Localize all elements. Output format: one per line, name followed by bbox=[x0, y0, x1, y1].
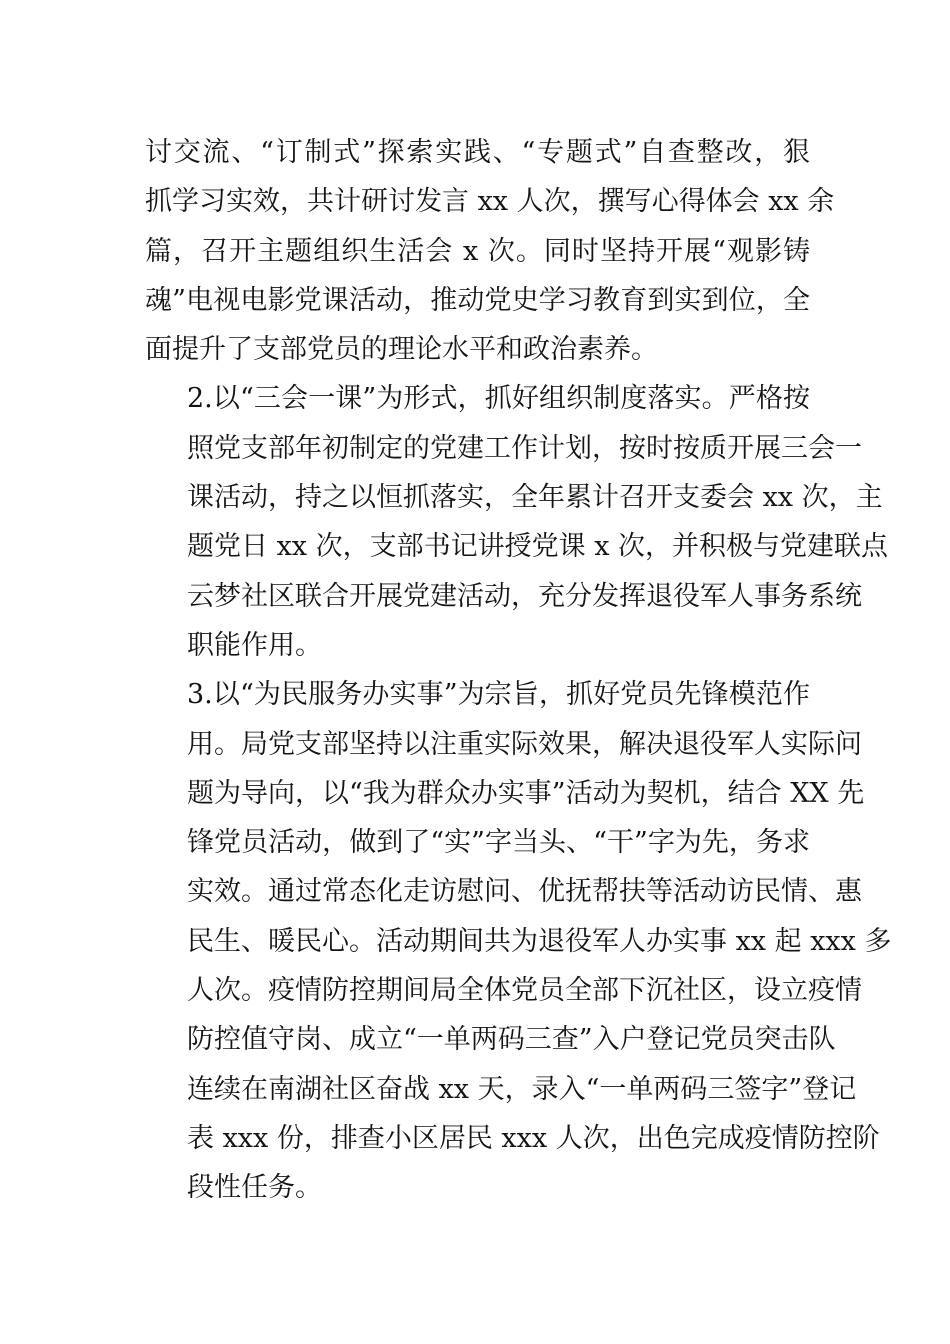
text-line: 课活动，持之以恒抓落实，全年累计召开支委会 xx 次，主 bbox=[187, 482, 883, 514]
text-line: 连续在南湖社区奋战 xx 天，录入“一单两码三签字”登记 bbox=[187, 1073, 857, 1105]
text-line: 人次。疫情防控期间局全体党员全部下沉社区，设立疫情 bbox=[187, 975, 862, 1007]
text-line: 用。局党支部坚持以注重实际效果，解决退役军人实际问 bbox=[187, 728, 862, 760]
text-line: 抓学习实效，共计研讨发言 xx 人次，撰写心得体会 xx 余 bbox=[145, 186, 835, 218]
text-line: 篇，召开主题组织生活会 x 次。同时坚持开展“观影铸 bbox=[145, 235, 810, 267]
text-line: 3.以“为民服务办实事”为宗旨，抓好党员先锋模范作 bbox=[187, 679, 810, 711]
text-line: 段性任务。 bbox=[187, 1172, 322, 1204]
text-line: 2.以“三会一课”为形式，抓好组织制度落实。严格按 bbox=[187, 383, 810, 415]
text-line: 题为导向，以“我为群众办实事”活动为契机，结合 XX 先 bbox=[187, 777, 865, 809]
text-line: 民生、暖民心。活动期间共为退役军人办实事 xx 起 xxx 多 bbox=[187, 925, 892, 957]
paragraph-organization-system bbox=[145, 374, 889, 670]
paragraph-study-results bbox=[145, 128, 835, 374]
text-line: 锋党员活动，做到了“实”字当头、“干”字为先，务求 bbox=[187, 827, 810, 859]
document-body bbox=[145, 128, 892, 1213]
text-line: 魂”电视电影党课活动，推动党史学习教育到实到位，全 bbox=[145, 284, 810, 316]
text-line: 讨交流、“订制式”探索实践、“专题式”自查整改，狠 bbox=[145, 137, 810, 168]
paragraph-serve-the-people bbox=[145, 670, 892, 1212]
text-line: 照党支部年初制定的党建工作计划，按时按质开展三会一 bbox=[187, 432, 862, 464]
text-line: 云梦社区联合开展党建活动，充分发挥退役军人事务系统 bbox=[187, 580, 862, 612]
text-line: 职能作用。 bbox=[187, 629, 322, 661]
text-line: 实效。通过常态化走访慰问、优抚帮扶等活动访民情、惠 bbox=[187, 876, 862, 908]
text-line: 防控值守岗、成立“一单两码三查”入户登记党员突击队 bbox=[187, 1024, 836, 1056]
text-line: 面提升了支部党员的理论水平和政治素养。 bbox=[145, 334, 658, 366]
text-line: 题党日 xx 次，支部书记讲授党课 x 次，并积极与党建联点 bbox=[187, 531, 889, 563]
text-line: 表 xxx 份，排查小区居民 xxx 人次，出色完成疫情防控阶 bbox=[187, 1122, 880, 1154]
